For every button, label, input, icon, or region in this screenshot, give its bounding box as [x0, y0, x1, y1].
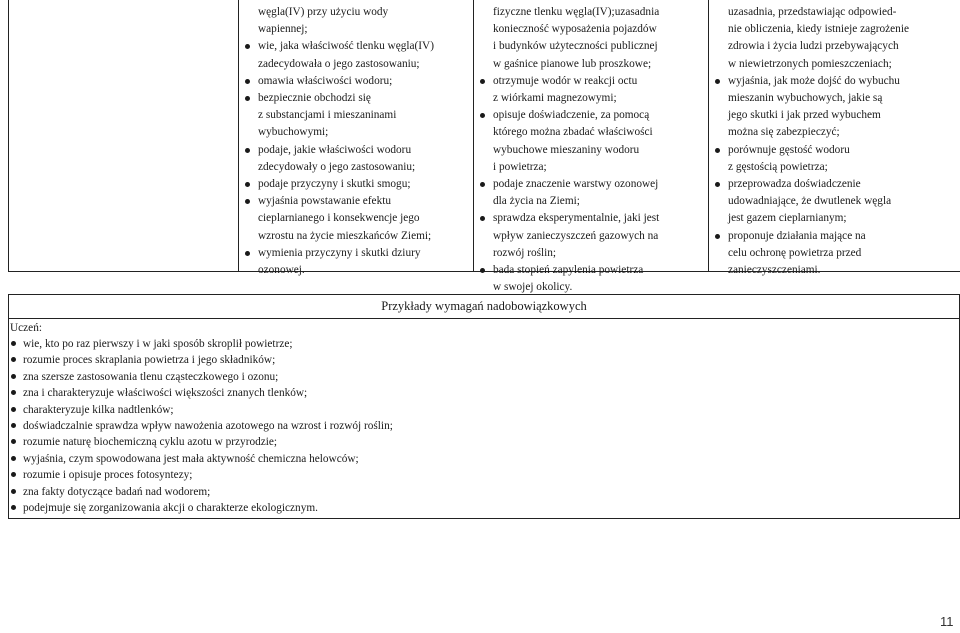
page-number: 11 — [940, 614, 954, 629]
bullet-line: wie, jaka właściwość tlenku węgla(IV) — [258, 38, 434, 55]
list-item: wie, kto po raz pierwszy i w jaki sposób skroplił powietrze; — [23, 336, 393, 352]
bullet-line: wymienia przyczyny i skutki dziury — [258, 245, 434, 262]
table-column-divider — [708, 0, 709, 272]
section-title: Przykłady wymagań nadobowiązkowych — [9, 295, 959, 319]
table-column-2 — [258, 4, 434, 279]
text-line: wapiennej; — [258, 23, 308, 36]
text-line: nie obliczenia, kiedy istnieje zagrożenie — [728, 23, 909, 36]
text-line: z wiórkami magnezowymi; — [493, 92, 617, 105]
text-line: w gaśnice pianowe lub proszkowe; — [493, 57, 652, 70]
bullet-line: wyjaśnia, jak może dojść do wybuchu — [728, 73, 909, 90]
list-item: rozumie i opisuje proces fotosyntezy; — [23, 467, 393, 483]
text-line: i budynków użyteczności publicznej — [493, 40, 658, 53]
text-line: w swojej okolicy. — [493, 281, 573, 294]
bullet-line: podaje, jakie właściwości wodoru — [258, 142, 434, 159]
text-line: można się zabezpieczyć; — [728, 126, 840, 139]
text-line: wybuchowe mieszaniny wodoru — [493, 143, 640, 156]
list-item: rozumie naturę biochemiczną cyklu azotu w przyrodzie; — [23, 434, 393, 450]
text-line: wzrostu na życie mieszkańców Ziemi; — [258, 229, 432, 242]
text-line: jego skutki i jak przed wybuchem — [728, 109, 881, 122]
text-line: ozonowej. — [258, 264, 305, 277]
bullet-line: podaje znaczenie warstwy ozonowej — [493, 176, 659, 193]
list-item: zna szersze zastosowania tlenu cząsteczkowego i ozonu; — [23, 369, 393, 385]
text-line: udowadniające, że dwutlenek węgla — [728, 195, 892, 208]
text-line: celu ochronę powietrza przed — [728, 246, 862, 259]
text-line: z gęstością powietrza; — [728, 160, 828, 173]
text-line: wybuchowymi; — [258, 126, 329, 139]
table-column-3 — [493, 4, 659, 296]
list-item: zna i charakteryzuje właściwości większości znanych tlenków; — [23, 385, 393, 401]
bullet-line: otrzymuje wodór w reakcji octu — [493, 73, 659, 90]
student-label: Uczeń: — [10, 322, 42, 334]
text-line: zdrowia i życia ludzi przebywających — [728, 40, 899, 53]
list-item: doświadczalnie sprawdza wpływ nawożenia azotowego na wzrost i rozwój roślin; — [23, 418, 393, 434]
bullet-line: wyjaśnia powstawanie efektu — [258, 193, 434, 210]
text-line: fizyczne tlenku węgla(IV);uzasadnia — [493, 6, 660, 18]
bullet-line: proponuje działania mające na — [728, 228, 909, 245]
text-line: konieczność wyposażenia pojazdów — [493, 23, 657, 36]
text-line: wpływ zanieczyszczeń gazowych na — [493, 229, 659, 242]
list-item: wyjaśnia, czym spowodowana jest mała aktywność chemiczna helowców; — [23, 451, 393, 467]
text-line: i powietrza; — [493, 160, 547, 173]
text-line: zanieczyszczeniami. — [728, 264, 821, 277]
text-line: cieplarnianego i konsekwencje jego — [258, 212, 420, 225]
bullet-line: podaje przyczyny i skutki smogu; — [258, 176, 434, 193]
list-item: rozumie proces skraplania powietrza i jego składników; — [23, 352, 393, 368]
requirements-list — [23, 336, 393, 516]
text-line: rozwój roślin; — [493, 246, 557, 259]
text-line: zdecydowały o jego zastosowaniu; — [258, 160, 416, 173]
bullet-line: opisuje doświadczenie, za pomocą — [493, 107, 659, 124]
list-item: podejmuje się zorganizowania akcji o charakterze ekologicznym. — [23, 500, 393, 516]
text-line: w niewietrzonych pomieszczeniach; — [728, 57, 892, 70]
text-line: węgla(IV) przy użyciu wody — [258, 6, 389, 18]
bullet-line: sprawdza eksperymentalnie, jaki jest — [493, 210, 659, 227]
list-item: zna fakty dotyczące badań nad wodorem; — [23, 484, 393, 500]
text-line: z substancjami i mieszaninami — [258, 109, 397, 122]
bullet-line: bada stopień zapylenia powietrza — [493, 262, 659, 279]
list-item: charakteryzuje kilka nadtlenków; — [23, 402, 393, 418]
text-line: którego można zbadać właściwości — [493, 126, 653, 139]
table-column-4 — [728, 4, 909, 279]
extra-requirements-box — [8, 294, 960, 519]
bullet-line: bezpiecznie obchodzi się — [258, 90, 434, 107]
text-line: mieszanin wybuchowych, jakie są — [728, 92, 883, 105]
bullet-line: przeprowadza doświadczenie — [728, 176, 909, 193]
table-column-divider — [473, 0, 474, 272]
text-line: jest gazem cieplarnianym; — [728, 212, 847, 225]
bullet-line: porównuje gęstość wodoru — [728, 142, 909, 159]
text-line: zadecydowała o jego zastosowaniu; — [258, 57, 420, 70]
table-column-divider — [238, 0, 239, 272]
text-line: uzasadnia, przedstawiając odpowied- — [728, 6, 897, 18]
bullet-line: omawia właściwości wodoru; — [258, 73, 434, 90]
text-line: dla życia na Ziemi; — [493, 195, 580, 208]
